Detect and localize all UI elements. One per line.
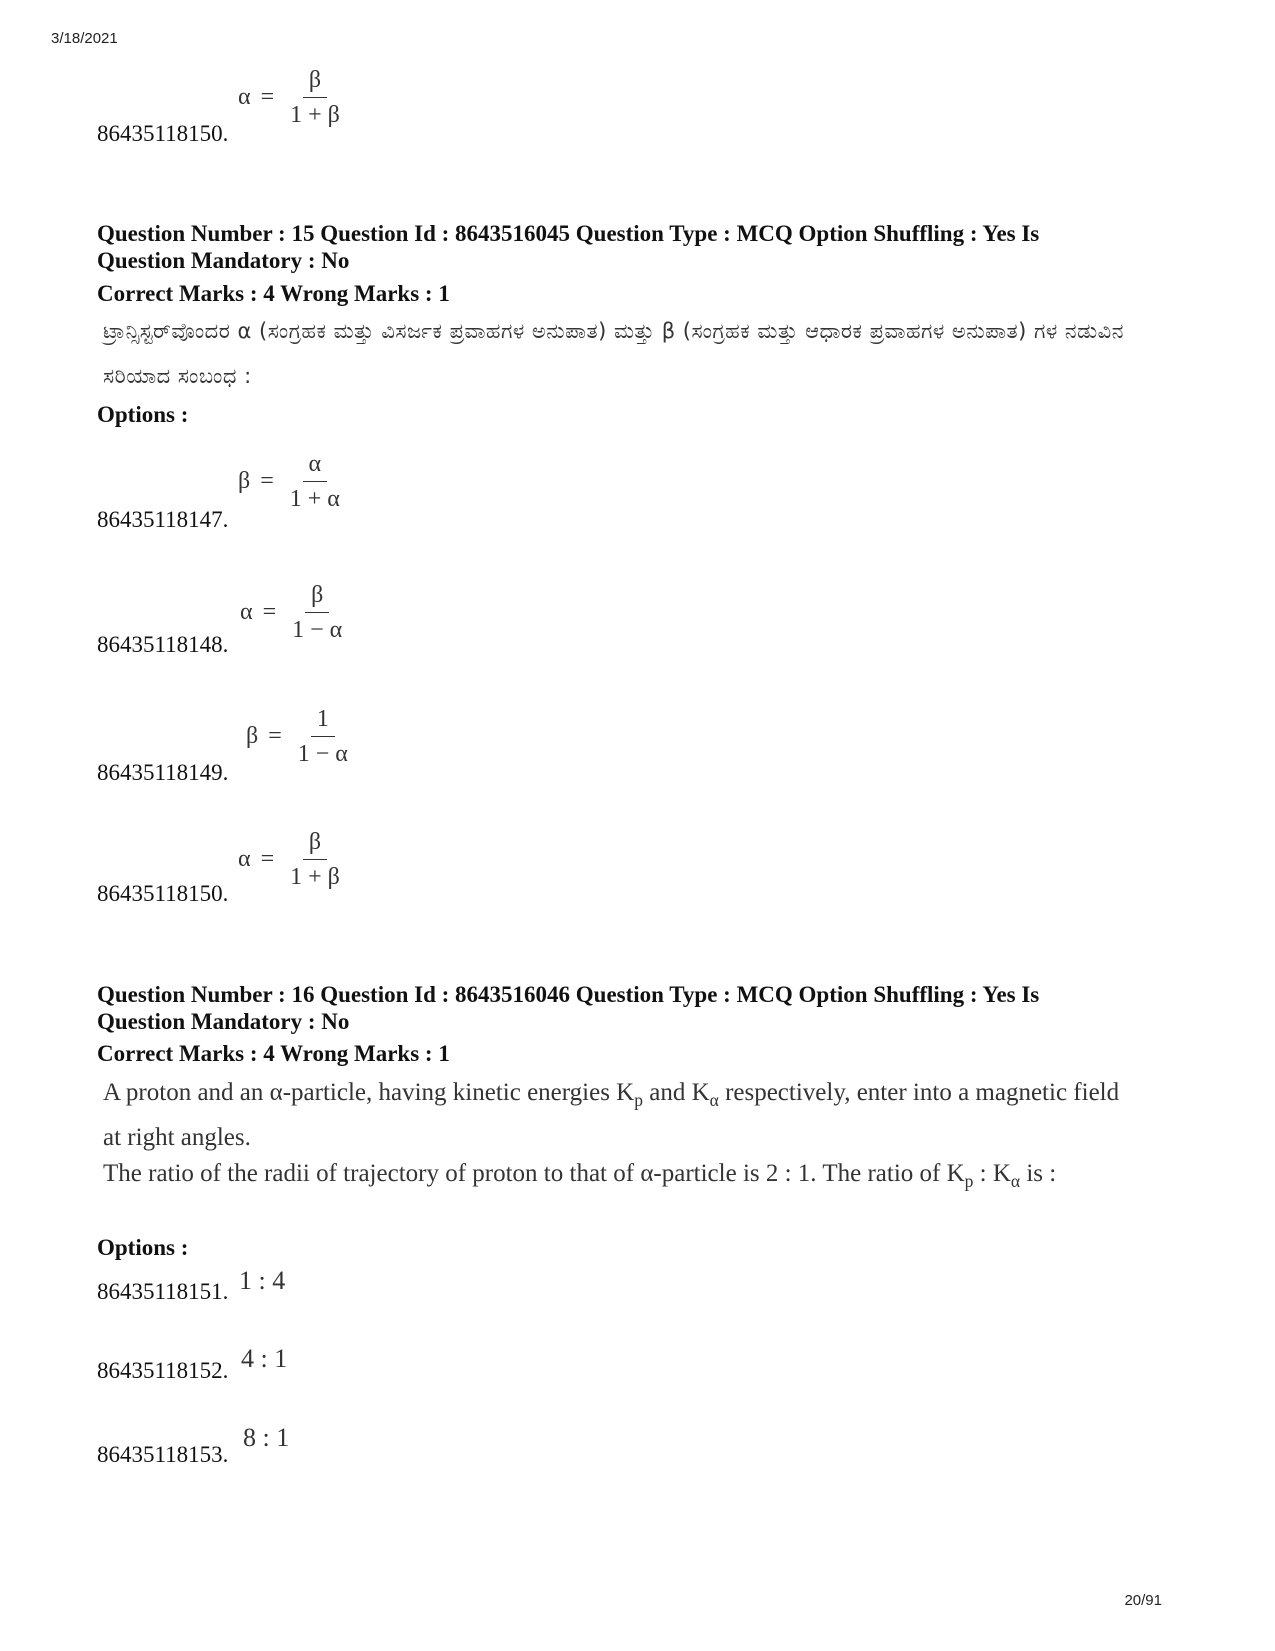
text-fragment: and K	[642, 1079, 710, 1106]
text-fragment: respectively, enter into a magnetic field at right angles.	[103, 1079, 1120, 1151]
q15-option-4-formula	[238, 828, 346, 891]
q15-options-label: Options :	[97, 402, 189, 427]
option-id-top: 86435118150.	[97, 121, 229, 146]
formula-equals: =	[262, 599, 277, 625]
subscript: α	[709, 1090, 719, 1110]
text-fragment: is :	[1020, 1160, 1057, 1187]
q16-option-1-id: 86435118151.	[97, 1279, 229, 1304]
q16-option-2-id: 86435118152.	[97, 1358, 229, 1383]
fraction-denominator: 1 + β	[290, 102, 340, 128]
formula-fraction	[284, 66, 346, 129]
fraction-denominator: 1 + α	[289, 486, 340, 512]
text-fragment: The ratio of the radii of trajectory of proton to that of α-particle is 2 : 1. The ratio of K	[103, 1160, 965, 1187]
q16-question-para2	[103, 1155, 1133, 1200]
formula-lhs: α	[238, 846, 251, 872]
formula-fraction	[286, 581, 348, 644]
q15-option-4-id: 86435118150.	[97, 881, 229, 906]
q16-option-1-value: 1 : 4	[239, 1266, 286, 1295]
q16-header-line1: Question Number : 16 Question Id : 8643516046 Question Type : MCQ Option Shuffling : Yes Is	[97, 982, 1040, 1007]
formula-equals: =	[260, 468, 274, 494]
formula-lhs: α	[240, 599, 253, 625]
formula-equals: =	[268, 723, 282, 749]
fraction-numerator: β	[303, 66, 327, 98]
q15-question-text: ಟ್ರಾನ್ಸಿಸ್ಟರ್‌ವೊಂದರ α (ಸಂಗ್ರಹಕ ಮತ್ತು ವಿಸರ್ಜಕ ಪ್ರವಾಹಗಳ ಅನುಪಾತ) ಮತ್ತು β (ಸಂಗ್ರಹಕ ಮತ್ತು ಆಧಾರಕ ಪ್ರವಾಹಗಳ ಅನುಪಾತ) ಗಳ ನಡುವಿನ ಸರಿಯಾದ ಸಂಬಂಧ :	[103, 319, 1124, 388]
q16-question-para1	[103, 1074, 1133, 1157]
formula-lhs: α	[238, 84, 251, 110]
formula-fraction	[284, 828, 346, 891]
subscript: p	[634, 1090, 643, 1110]
q15-option-3-formula	[246, 705, 354, 768]
formula-lhs: β	[246, 723, 259, 749]
fraction-numerator: α	[303, 450, 328, 482]
q16-option-2-value: 4 : 1	[241, 1344, 288, 1373]
formula-top-option	[238, 66, 346, 129]
fraction-denominator: 1 + β	[290, 864, 340, 890]
q16-header-line2: Question Mandatory : No	[97, 1009, 350, 1034]
q16-marks: Correct Marks : 4 Wrong Marks : 1	[97, 1041, 450, 1066]
subscript: α	[1010, 1171, 1021, 1191]
q15-header-line1: Question Number : 15 Question Id : 8643516045 Question Type : MCQ Option Shuffling : Yes Is	[97, 221, 1040, 246]
formula-equals: =	[260, 846, 275, 872]
formula-fraction	[284, 450, 346, 513]
page-number: 20/91	[1124, 1592, 1162, 1609]
formula-equals: =	[260, 84, 275, 110]
fraction-numerator: β	[303, 828, 327, 860]
fraction-denominator: 1 − α	[297, 741, 348, 767]
q15-option-2-id: 86435118148.	[97, 632, 229, 657]
q15-option-1-id: 86435118147.	[97, 507, 229, 532]
fraction-numerator: 1	[311, 705, 335, 737]
q15-option-3-id: 86435118149.	[97, 760, 229, 785]
fraction-denominator: 1 − α	[292, 617, 343, 643]
print-date: 3/18/2021	[51, 30, 118, 47]
formula-fraction	[292, 705, 354, 768]
text-fragment: A proton and an α-particle, having kinetic energies K	[103, 1079, 635, 1106]
q15-marks: Correct Marks : 4 Wrong Marks : 1	[97, 281, 450, 306]
q16-option-3-id: 86435118153.	[97, 1442, 229, 1467]
q16-option-3-value: 8 : 1	[243, 1423, 290, 1452]
formula-lhs: β	[238, 468, 251, 494]
q15-option-1-formula	[238, 450, 346, 513]
q16-options-label: Options :	[97, 1235, 189, 1260]
q15-header-line2: Question Mandatory : No	[97, 248, 350, 273]
text-fragment: : K	[973, 1160, 1011, 1187]
fraction-numerator: β	[305, 581, 329, 613]
subscript: p	[964, 1171, 974, 1191]
q15-option-2-formula	[240, 581, 348, 644]
